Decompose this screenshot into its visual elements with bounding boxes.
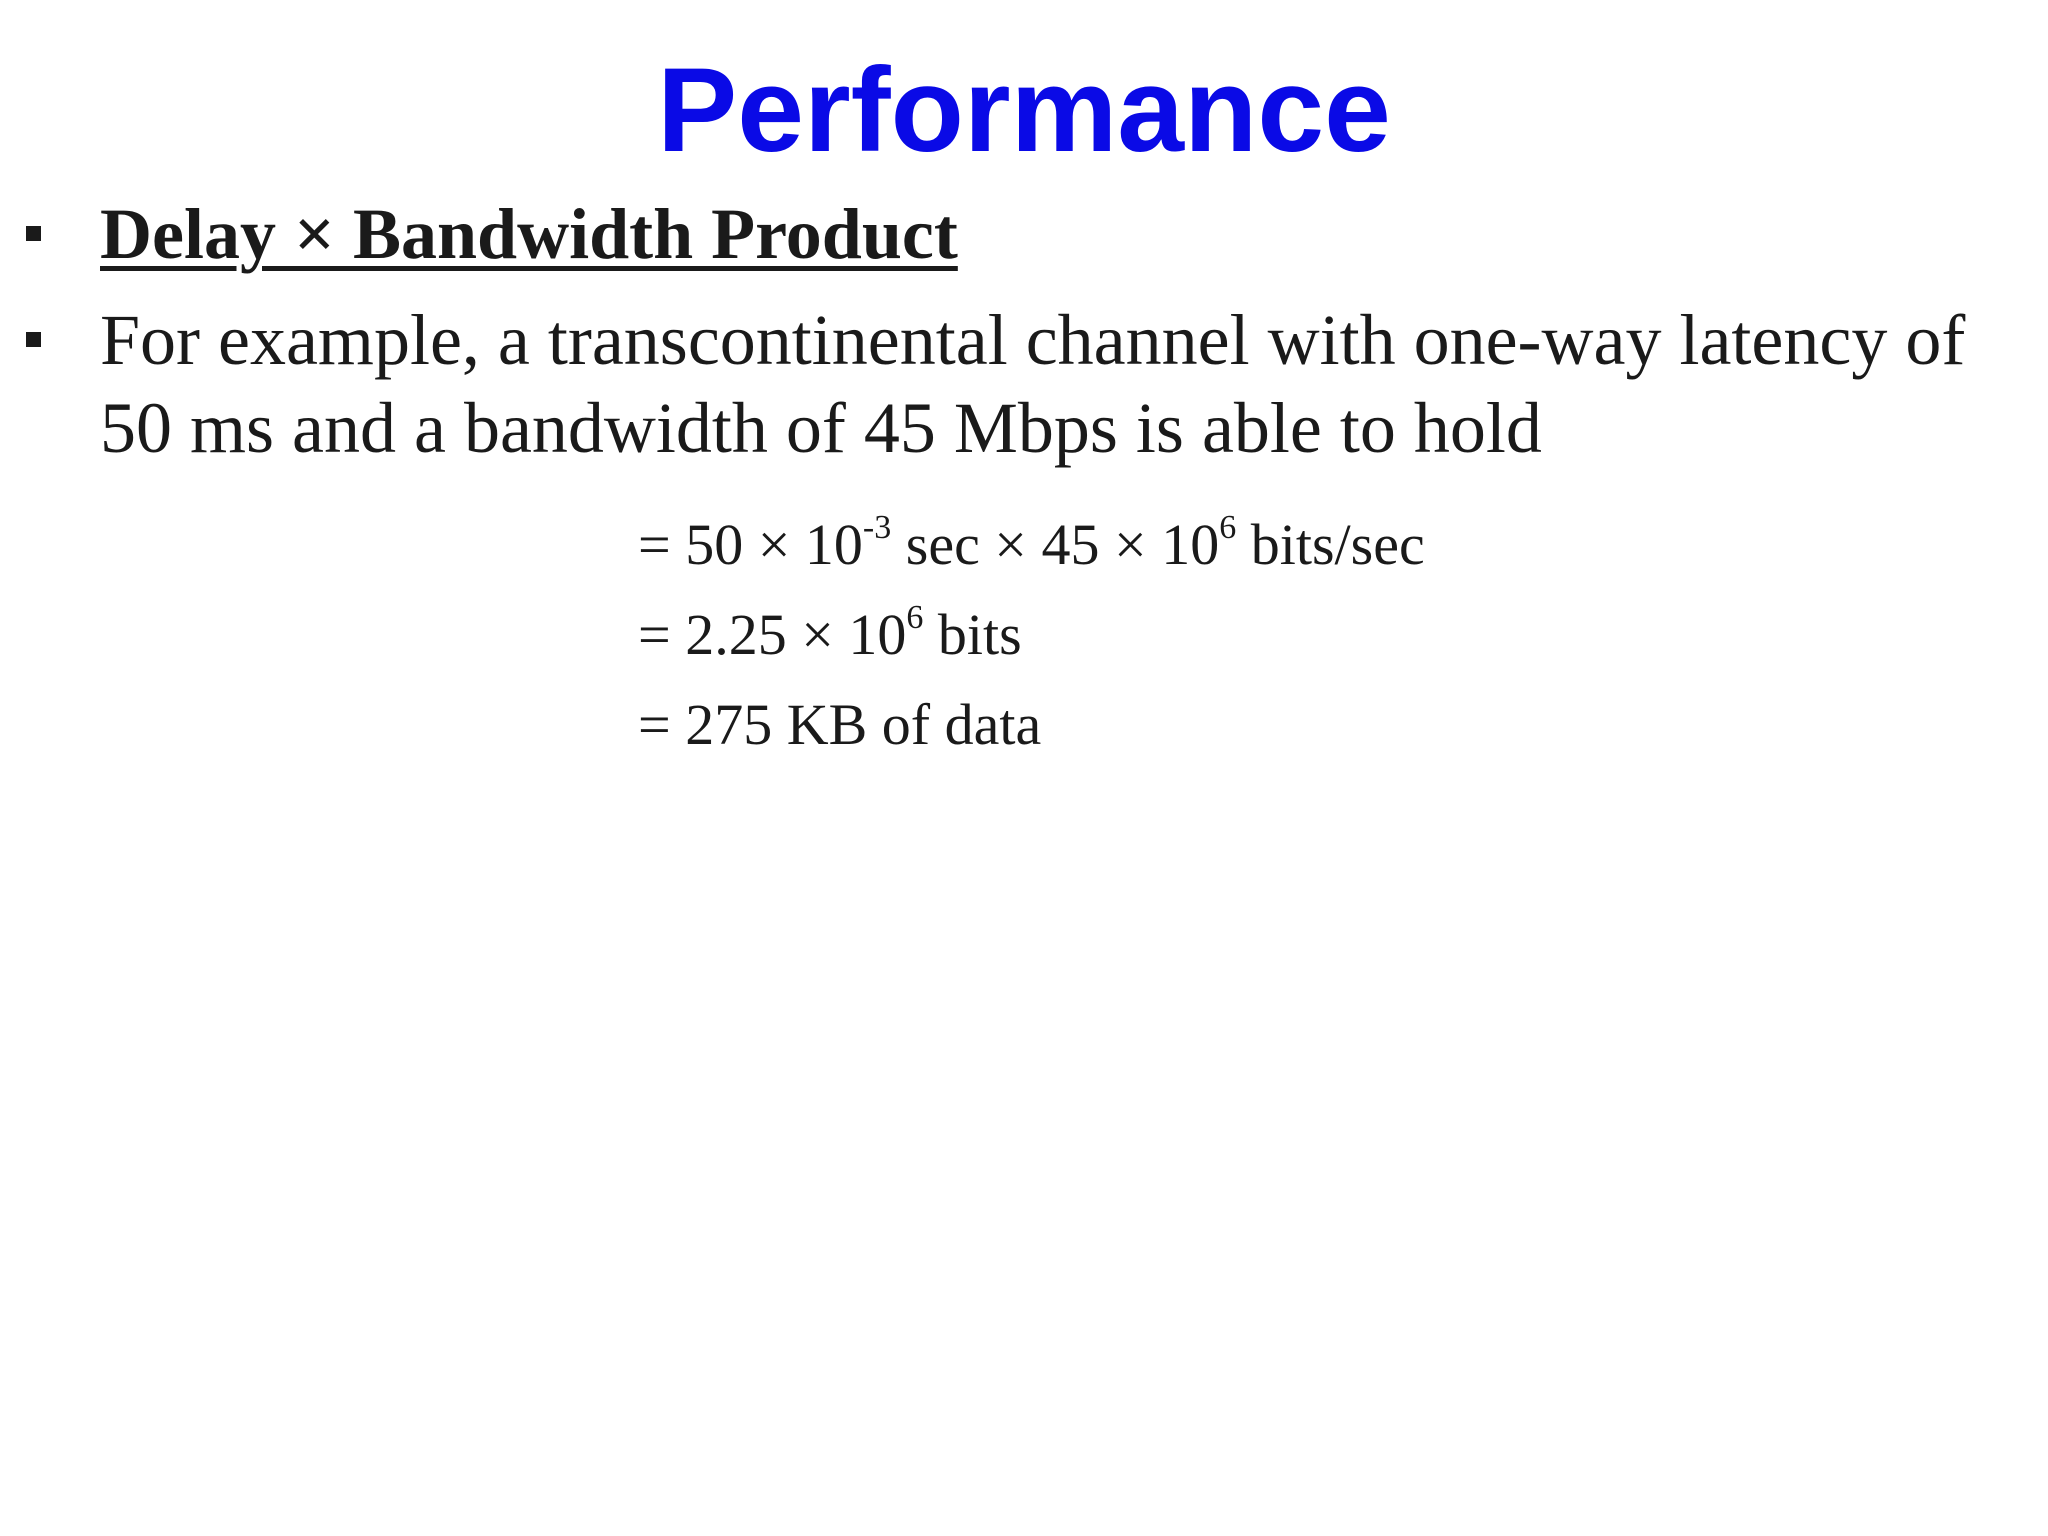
bullet-list — [0, 190, 2048, 472]
square-bullet-icon — [26, 226, 41, 241]
calc-text: sec × 45 × 10 — [891, 512, 1220, 577]
calc-text: = 275 KB of data — [638, 692, 1042, 757]
bullet-heading-text: Delay × Bandwidth Product — [100, 194, 958, 274]
calculation-line — [638, 680, 1425, 770]
slide-title: Performance — [657, 43, 1391, 177]
calc-text: = 50 × 10 — [638, 512, 863, 577]
calc-text: bits/sec — [1236, 512, 1425, 577]
calculation-line — [638, 500, 1425, 590]
calc-text: = 2.25 × 10 — [638, 602, 907, 667]
calc-text: bits — [923, 602, 1022, 667]
calculation-line — [638, 590, 1425, 680]
bullet-item-example — [0, 296, 2048, 472]
square-bullet-icon — [26, 332, 41, 347]
bullet-item-heading — [0, 190, 2048, 278]
calc-exponent: 6 — [1219, 508, 1237, 546]
calc-exponent: -3 — [862, 508, 892, 546]
bullet-example-text: For example, a transcontinental channel with one-way latency of 50 ms and a bandwidth of 45 Mbps is able to hold — [100, 300, 1966, 468]
calculation-block — [638, 500, 1425, 770]
calc-exponent: 6 — [906, 598, 924, 636]
